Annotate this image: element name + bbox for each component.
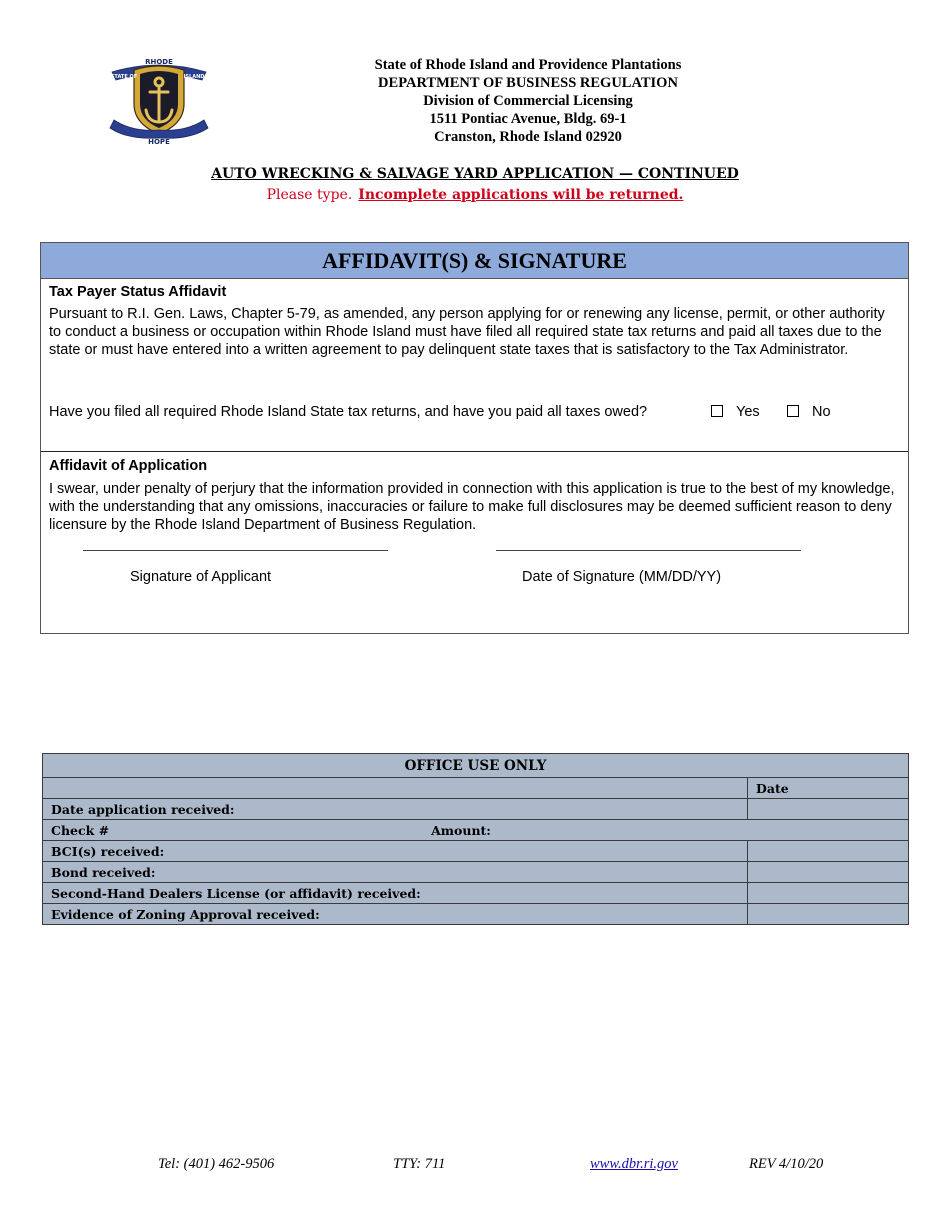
check-amount-row	[43, 820, 909, 841]
yes-label: Yes	[736, 404, 760, 420]
tax-payer-affidavit	[41, 278, 908, 452]
footer-website-container	[590, 1156, 678, 1173]
agency-line-state: State of Rhode Island and Providence Plantations	[374, 57, 682, 73]
table-row	[43, 820, 909, 841]
date-received-date-cell[interactable]	[748, 799, 909, 820]
table-row	[43, 883, 909, 904]
instruction-text: Please type.	[266, 187, 353, 203]
table-row	[43, 862, 909, 883]
signature-label: Signature of Applicant	[130, 569, 272, 585]
bci-date-cell[interactable]	[748, 841, 909, 862]
state-seal-logo	[108, 54, 210, 146]
office-use-title: OFFICE USE ONLY	[43, 754, 909, 778]
table-row	[43, 799, 909, 820]
date-received-label: Date application received:	[43, 799, 748, 820]
zoning-label: Evidence of Zoning Approval received:	[43, 904, 748, 925]
signature-line[interactable]	[83, 550, 388, 551]
second-hand-date-cell[interactable]	[748, 883, 909, 904]
seal-motto: HOPE	[148, 138, 170, 146]
yes-checkbox[interactable]	[711, 405, 723, 417]
seal-state-name-2: ISLAND	[183, 74, 205, 80]
agency-line-department: DEPARTMENT OF BUSINESS REGULATION	[378, 75, 678, 91]
tax-no-option[interactable]	[787, 404, 831, 420]
tax-affidavit-title: Tax Payer Status Affidavit	[49, 284, 227, 300]
footer-tty: TTY: 711	[393, 1156, 446, 1172]
bond-label: Bond received:	[43, 862, 748, 883]
table-row	[43, 904, 909, 925]
agency-line-division: Division of Commercial Licensing	[423, 93, 633, 109]
second-hand-label: Second-Hand Dealers License (or affidavit) received:	[43, 883, 748, 904]
check-label: Check #	[51, 822, 110, 838]
office-blank-header	[43, 778, 748, 799]
bond-date-cell[interactable]	[748, 862, 909, 883]
tax-yes-option[interactable]	[711, 404, 760, 420]
instruction-line	[150, 187, 800, 203]
bci-label: BCI(s) received:	[43, 841, 748, 862]
no-checkbox[interactable]	[787, 405, 799, 417]
zoning-date-cell[interactable]	[748, 904, 909, 925]
application-affidavit-title: Affidavit of Application	[49, 458, 208, 474]
footer-website-link[interactable]: www.dbr.ri.gov	[590, 1156, 678, 1172]
affidavit-section	[40, 242, 909, 634]
amount-label: Amount:	[431, 822, 491, 838]
table-row	[43, 841, 909, 862]
tax-question: Have you filed all required Rhode Island State tax returns, and have you paid all taxes owed?	[49, 404, 648, 420]
agency-line-street: 1511 Pontiac Avenue, Bldg. 69-1	[429, 111, 627, 127]
application-affidavit-body: I swear, under penalty of perjury that the information provided in connection with this application is true to the best of my knowledge, with the understanding that any omissions, inaccuracies or failure to make full disclosures may be deemed sufficient reason to deny licensure by the Rhode Island Department of Business Regulation.	[49, 481, 895, 533]
seal-state-name: RHODE	[145, 58, 173, 66]
footer-telephone: Tel: (401) 462-9506	[158, 1156, 275, 1172]
incomplete-warning: Incomplete applications will be returned.	[358, 187, 684, 203]
no-label: No	[812, 404, 831, 420]
tax-affidavit-body: Pursuant to R.I. Gen. Laws, Chapter 5-79, as amended, any person applying for or renewing any license, permit, or other authority to conduct a business or occupation within Rhode Island must have filed all required state tax returns and paid all taxes due to the state or must have entered into a written agreement to pay delinquent state taxes that is satisfactory to the Tax Administrator.	[49, 306, 885, 358]
office-use-table	[42, 753, 909, 925]
form-title: AUTO WRECKING & SALVAGE YARD APPLICATION — CONTINUED	[211, 166, 739, 182]
signature-date-line[interactable]	[496, 550, 801, 551]
signature-date-label: Date of Signature (MM/DD/YY)	[522, 569, 722, 585]
seal-top-text: STATE OF	[110, 74, 138, 80]
affidavit-heading: AFFIDAVIT(S) & SIGNATURE	[41, 243, 908, 279]
agency-line-city: Cranston, Rhode Island 02920	[434, 129, 622, 145]
office-date-header: Date	[748, 778, 909, 799]
footer-revision: REV 4/10/20	[749, 1156, 824, 1172]
agency-address-block	[300, 56, 756, 146]
